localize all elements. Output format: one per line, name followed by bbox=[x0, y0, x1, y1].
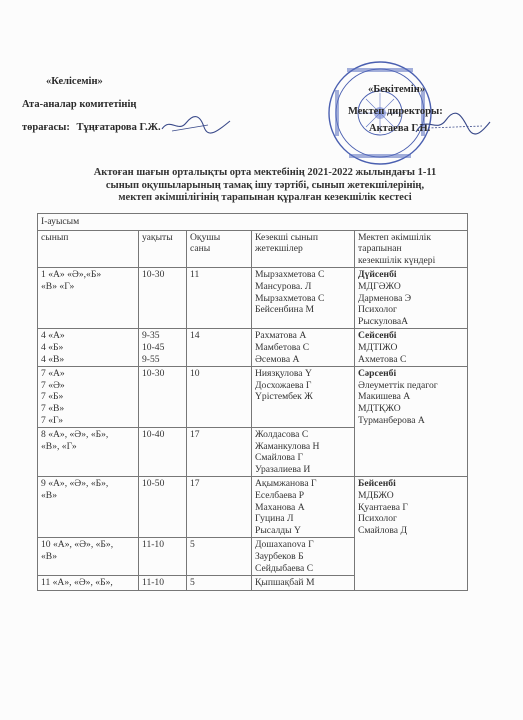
admin-cell bbox=[355, 268, 468, 329]
admin-cell-line: Турманберова А bbox=[358, 414, 425, 426]
admin-cell-line: Бейсенбі bbox=[358, 478, 396, 490]
approval-right-director: Мектеп директоры: bbox=[348, 106, 443, 117]
admin-cell-line: Психолог bbox=[358, 513, 397, 525]
approval-right-director-name: Актаева Г.Н. bbox=[369, 123, 431, 134]
admin-cell-line: Дүйсенбі bbox=[358, 269, 397, 281]
time-cell bbox=[139, 367, 187, 428]
header-teachers bbox=[252, 230, 355, 268]
admin-cell-line: Ахметова С bbox=[358, 353, 407, 365]
teachers-cell-line: Сейдыбаева С bbox=[255, 562, 314, 574]
admin-cell bbox=[355, 329, 468, 367]
teachers-cell-line: Досхожаева Г bbox=[255, 379, 312, 391]
teachers-cell-line: Рысалды Ү bbox=[255, 524, 301, 536]
document-title bbox=[60, 167, 470, 205]
time-cell bbox=[139, 538, 187, 576]
approval-right-heading: «Бекітемін» bbox=[368, 84, 426, 95]
teachers-cell bbox=[252, 538, 355, 576]
teachers-cell-line: Мамбетова С bbox=[255, 341, 310, 353]
count-cell: 5 bbox=[187, 538, 252, 576]
chair-signature bbox=[160, 113, 232, 137]
teachers-cell-line: Уразалиева И bbox=[255, 463, 311, 475]
teachers-cell bbox=[252, 268, 355, 329]
class-cell-line: 1 «А» «Ә»,«Б» bbox=[41, 269, 102, 281]
title-line-3: мектеп әкімшілігінің тарапынан құралған кезекшілік кестесі bbox=[118, 192, 412, 203]
class-cell-line: 8 «А», «Ә», «Б», bbox=[41, 429, 109, 441]
admin-cell-line: Макишева А bbox=[358, 391, 411, 403]
admin-cell-line: РыскуловаА bbox=[358, 315, 409, 327]
class-cell-line: 4 «Б» bbox=[41, 341, 64, 353]
teachers-cell-line: Смайлова Г bbox=[255, 452, 303, 464]
admin-cell-line: Сейсенбі bbox=[358, 330, 397, 342]
teachers-cell bbox=[252, 576, 355, 591]
time-cell-line: 10-30 bbox=[142, 269, 165, 281]
teachers-cell-line: Мансурова. Л bbox=[255, 280, 312, 292]
count-cell: 11 bbox=[187, 268, 252, 329]
time-cell-line: 10-50 bbox=[142, 478, 165, 490]
schedule-rows bbox=[38, 268, 468, 590]
count-cell: 17 bbox=[187, 428, 252, 477]
admin-cell-line: МДБЖО bbox=[358, 490, 394, 502]
time-cell-line: 10-40 bbox=[142, 429, 165, 441]
time-cell-line: 10-30 bbox=[142, 368, 165, 380]
table-row bbox=[38, 268, 468, 329]
class-cell-line: 4 «А» bbox=[41, 330, 65, 342]
class-cell-line: 7 «Б» bbox=[41, 391, 64, 403]
teachers-cell-line: Рахматова А bbox=[255, 330, 307, 342]
shift-label: І-ауысым bbox=[38, 214, 468, 231]
header-admin bbox=[355, 230, 468, 268]
time-cell bbox=[139, 477, 187, 538]
count-cell: 5 bbox=[187, 576, 252, 591]
teachers-cell bbox=[252, 329, 355, 367]
class-cell bbox=[38, 477, 139, 538]
time-cell-line: 11-10 bbox=[142, 539, 165, 551]
teachers-cell-line: Дошахanova Г bbox=[255, 539, 314, 551]
class-cell bbox=[38, 538, 139, 576]
admin-cell-line: Әлеуметтік педагог bbox=[358, 379, 438, 391]
header-count-line: саны bbox=[190, 243, 211, 255]
header-class: сынып bbox=[38, 230, 139, 268]
approval-left-heading: «Келісемін» bbox=[46, 76, 103, 87]
teachers-cell-line: Мырзахметова С bbox=[255, 292, 325, 304]
admin-cell bbox=[355, 477, 468, 590]
header-teachers-line: Кезекші сынып bbox=[255, 231, 318, 243]
duty-schedule-table bbox=[37, 213, 468, 591]
time-cell bbox=[139, 576, 187, 591]
title-line-1: Актоған шағын орталықты орта мектебінің 2021-2022 жылындағы 1-11 bbox=[93, 167, 437, 178]
class-cell-line: «В» bbox=[41, 551, 57, 563]
class-cell-line: 9 «А», «Ә», «Б», bbox=[41, 478, 109, 490]
teachers-cell-line: Ақымжанова Г bbox=[255, 478, 317, 490]
teachers-cell-line: Маханова А bbox=[255, 501, 305, 513]
count-cell: 14 bbox=[187, 329, 252, 367]
table-row bbox=[38, 367, 468, 428]
admin-cell-line: Психолог bbox=[358, 304, 397, 316]
teachers-cell-line: Үрістембек Ж bbox=[255, 391, 313, 403]
class-cell-line: «В» «Г» bbox=[41, 280, 75, 292]
header-count bbox=[187, 230, 252, 268]
time-cell-line: 9-35 bbox=[142, 330, 160, 342]
class-cell bbox=[38, 367, 139, 428]
admin-cell-line: Сәрсенбі bbox=[358, 368, 397, 380]
admin-cell-line: МДГӘЖО bbox=[358, 280, 401, 292]
header-row bbox=[38, 230, 468, 268]
header-time: уақыты bbox=[139, 230, 187, 268]
class-cell-line: «В» bbox=[41, 490, 57, 502]
count-cell: 10 bbox=[187, 367, 252, 428]
teachers-cell-line: Қыпшақбай М bbox=[255, 577, 315, 589]
class-cell-line: 10 «А», «Ә», «Б», bbox=[41, 539, 114, 551]
class-cell-line: 11 «А», «Ә», «Б», bbox=[41, 577, 113, 589]
time-cell bbox=[139, 329, 187, 367]
class-cell-line: 4 «В» bbox=[41, 353, 65, 365]
class-cell bbox=[38, 428, 139, 477]
time-cell-line: 11-10 bbox=[142, 577, 165, 589]
teachers-cell-line: Жаманкулова Н bbox=[255, 440, 320, 452]
class-cell-line: 7 «Ә» bbox=[41, 379, 65, 391]
admin-cell-line: МДТІЖО bbox=[358, 341, 398, 353]
teachers-cell bbox=[252, 367, 355, 428]
approval-left-chair bbox=[22, 122, 161, 133]
header-teachers-line: жетекшілер bbox=[255, 243, 303, 255]
chair-name: Тұңғатарова Г.Ж. bbox=[76, 122, 161, 133]
admin-cell-line: Қуантаева Г bbox=[358, 501, 408, 513]
header-count-line: Оқушы bbox=[190, 231, 221, 243]
teachers-cell bbox=[252, 428, 355, 477]
teachers-cell-line: Жолдасова С bbox=[255, 429, 309, 441]
teachers-cell-line: Гуцина Л bbox=[255, 513, 294, 525]
admin-cell-line: МДТҚЖО bbox=[358, 402, 401, 414]
teachers-cell-line: Бейсенбина М bbox=[255, 304, 315, 316]
table-row bbox=[38, 477, 468, 538]
title-line-2: сынып оқушыларының тамақ ішу тәртібі, сынып жетекшілерінің, bbox=[105, 179, 425, 191]
class-cell-line: 7 «В» bbox=[41, 402, 65, 414]
class-cell bbox=[38, 576, 139, 591]
shift-row bbox=[38, 214, 468, 231]
admin-cell bbox=[355, 367, 468, 477]
teachers-cell bbox=[252, 477, 355, 538]
class-cell bbox=[38, 268, 139, 329]
teachers-cell-line: Мырзахметова С bbox=[255, 269, 325, 281]
class-cell bbox=[38, 329, 139, 367]
time-cell bbox=[139, 268, 187, 329]
class-cell-line: 7 «Г» bbox=[41, 414, 64, 426]
time-cell bbox=[139, 428, 187, 477]
admin-cell-line: Дарменова Э bbox=[358, 292, 412, 304]
time-cell-line: 10-45 bbox=[142, 341, 165, 353]
director-signature bbox=[412, 112, 492, 138]
teachers-cell-line: Ниязқулова Ү bbox=[255, 368, 312, 380]
count-cell: 17 bbox=[187, 477, 252, 538]
chair-label: төрағасы: bbox=[22, 122, 70, 133]
class-cell-line: «В», «Г» bbox=[41, 440, 77, 452]
teachers-cell-line: Заурбеков Б bbox=[255, 551, 304, 563]
approval-left-committee: Ата-аналар комитетінің bbox=[22, 99, 137, 110]
header-admin-line: Мектеп әкімшілік bbox=[358, 231, 432, 243]
header-admin-line: тарапынан bbox=[358, 243, 402, 255]
table-row bbox=[38, 329, 468, 367]
teachers-cell-line: Әсемова А bbox=[255, 353, 300, 365]
header-admin-line: кезекшілік күндері bbox=[358, 254, 436, 266]
teachers-cell-line: Еселбаева Р bbox=[255, 490, 305, 502]
time-cell-line: 9-55 bbox=[142, 353, 160, 365]
class-cell-line: 7 «А» bbox=[41, 368, 65, 380]
admin-cell-line: Смайлова Д bbox=[358, 524, 407, 536]
